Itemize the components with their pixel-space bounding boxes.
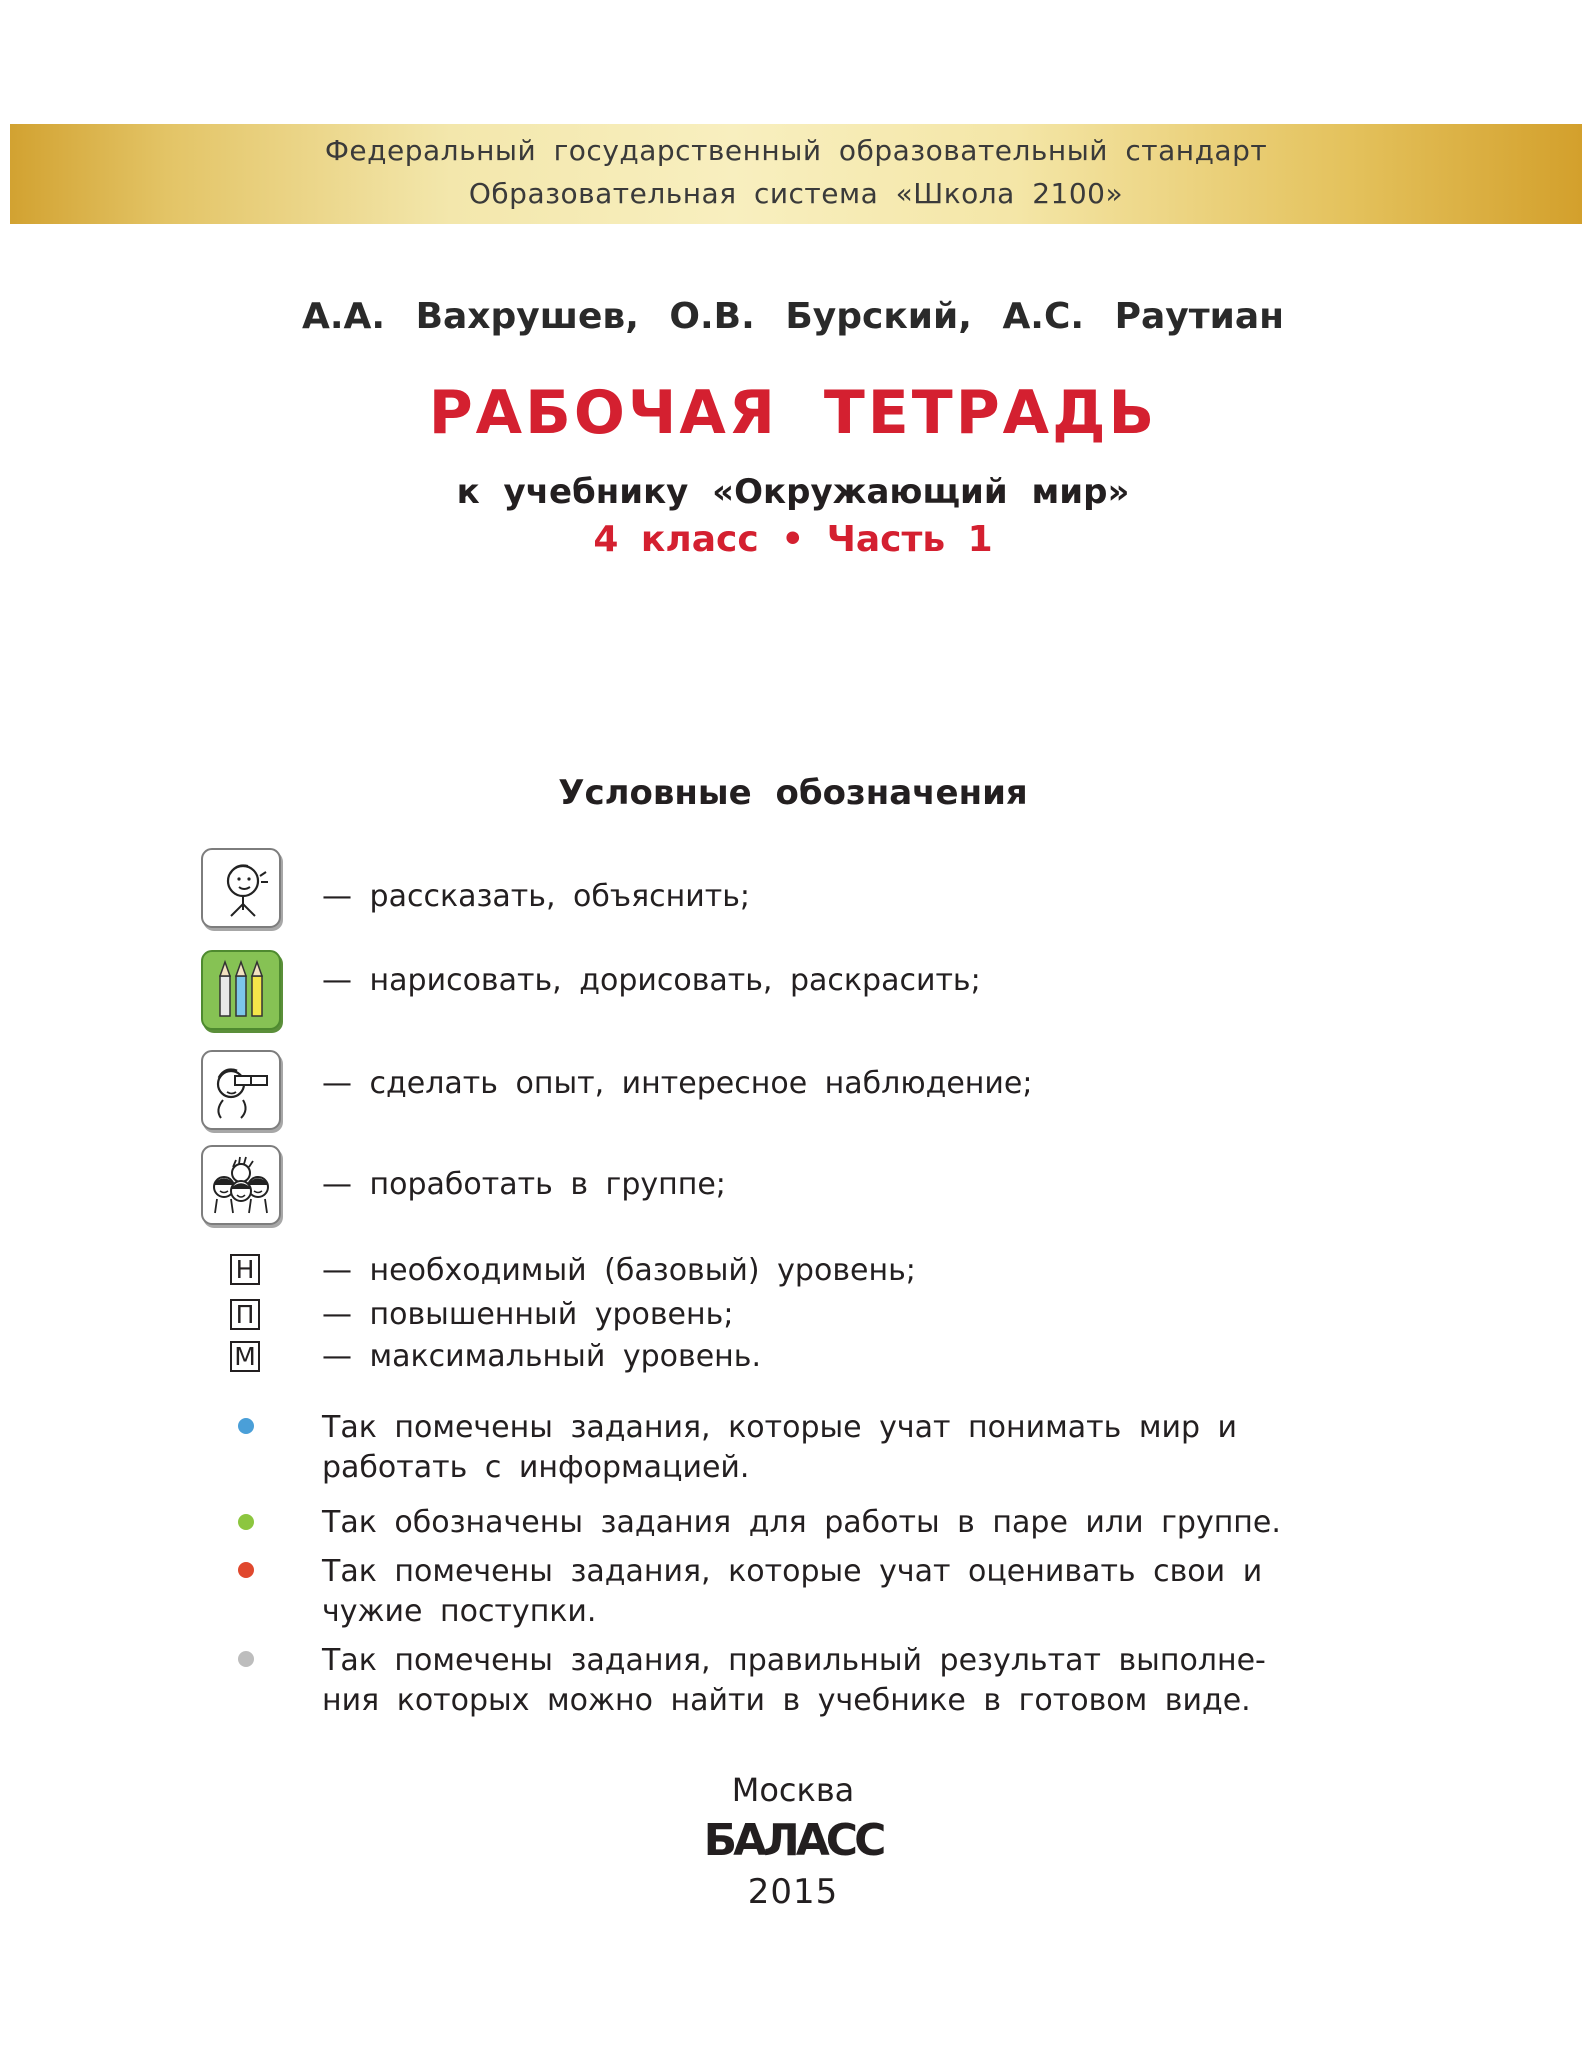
note-world-info [322, 1408, 1298, 1488]
group-children-icon [201, 1145, 281, 1225]
note-answers [322, 1641, 1298, 1721]
authors: А.А. Вахрушев, О.В. Бурский, А.С. Раутиан [301, 296, 1285, 337]
colored-pencils-icon [201, 950, 281, 1030]
note-line: Так помечены задания, которые учат понимать мир и [322, 1410, 1238, 1445]
level-text-basic: — необходимый (базовый) уровень; [322, 1253, 916, 1288]
legend-text-draw: — нарисовать, дорисовать, раскрасить; [322, 963, 981, 998]
note-pair-work [322, 1503, 1298, 1543]
note-line: чужие поступки. [322, 1594, 597, 1629]
legend-text-group: — поработать в группе; [322, 1167, 726, 1202]
note-dot-red [238, 1562, 254, 1578]
publisher-logo: БАЛАСС [703, 1815, 883, 1866]
telescope-child-icon [201, 1050, 281, 1130]
legend-heading: Условные обозначения [558, 773, 1028, 813]
note-dot-green [238, 1514, 254, 1530]
note-line: ния которых можно найти в учебнике в готовом виде. [322, 1683, 1251, 1718]
note-line: работать с информацией. [322, 1450, 750, 1485]
note-line: Так обозначены задания для работы в паре или группе. [322, 1505, 1281, 1540]
legend-text-tell: — рассказать, объяснить; [322, 879, 750, 914]
level-box-advanced: П [230, 1299, 260, 1330]
note-line: Так помечены задания, правильный результат выполне- [322, 1643, 1266, 1678]
note-evaluate [322, 1552, 1298, 1632]
subtitle: к учебнику «Окружающий мир» [456, 472, 1130, 512]
publisher-city: Москва [731, 1771, 855, 1809]
note-dot-gray [238, 1651, 254, 1667]
legend-text-experiment: — сделать опыт, интересное наблюдение; [322, 1066, 1033, 1101]
note-dot-blue [238, 1418, 254, 1434]
level-box-basic: Н [230, 1254, 260, 1285]
grade-part: 4 класс • Часть 1 [593, 519, 993, 560]
banner-line-standard: Федеральный государственный образовательный стандарт [324, 134, 1268, 167]
speaking-child-icon [201, 848, 281, 928]
standard-banner [10, 124, 1582, 224]
level-text-maximum: — максимальный уровень. [322, 1339, 761, 1374]
level-box-maximum: М [230, 1341, 260, 1372]
level-text-advanced: — повышенный уровень; [322, 1297, 734, 1332]
page-title: РАБОЧАЯ ТЕТРАДЬ [428, 378, 1158, 448]
publication-year: 2015 [747, 1872, 839, 1912]
note-line: Так помечены задания, которые учат оценивать свои и [322, 1554, 1263, 1589]
banner-line-system: Образовательная система «Школа 2100» [468, 177, 1124, 210]
